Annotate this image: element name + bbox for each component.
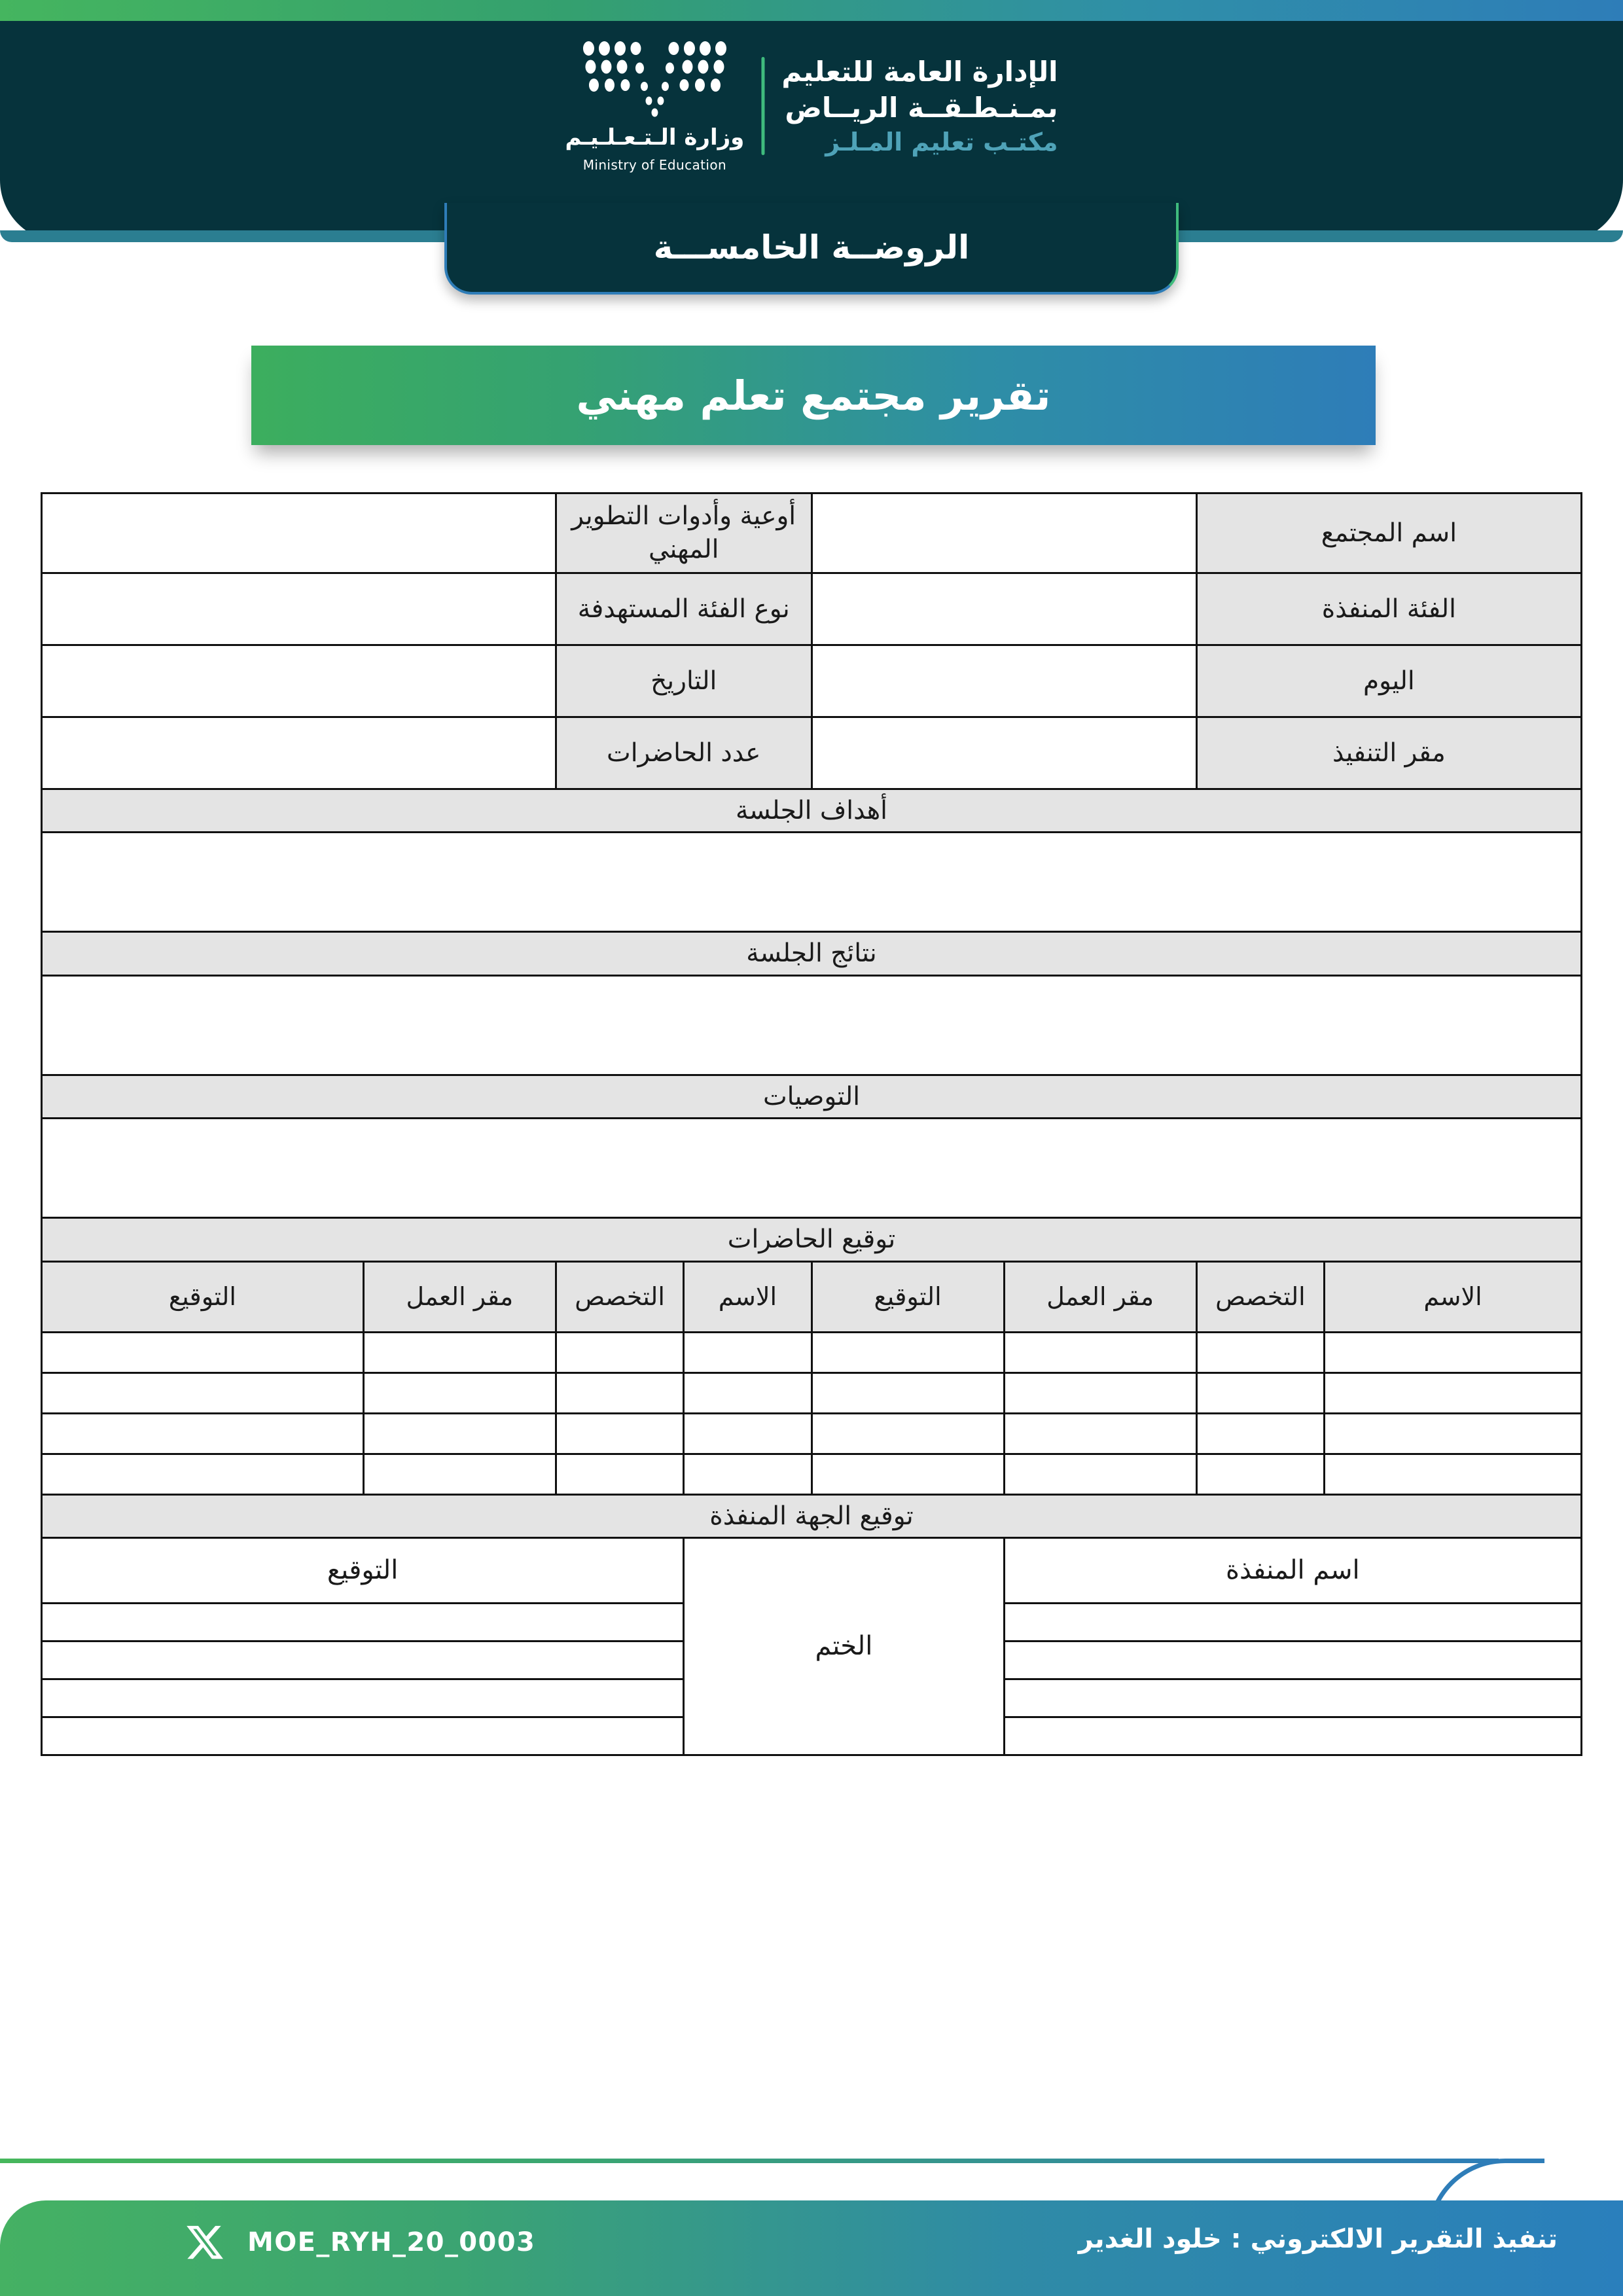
attendance-col-name-1: الاسم [1325,1261,1582,1332]
section-heading-row [42,1494,1582,1537]
info-value-left-2[interactable] [42,645,556,717]
executor-header-row [42,1538,1582,1604]
executor-col-signature: التوقيع [42,1538,684,1604]
attendance-cell[interactable] [812,1413,1004,1454]
info-label-left-1: نوع الفئة المستهدفة [556,573,812,645]
attendance-cell[interactable] [363,1332,556,1372]
section-heading-row [42,1075,1582,1118]
logo-divider [761,57,764,155]
attendance-col-specialty-2: التخصص [556,1261,683,1332]
info-row [42,645,1582,717]
attendance-col-specialty-1: التخصص [1196,1261,1324,1332]
attendance-cell[interactable] [1196,1413,1324,1454]
info-value-right-1[interactable] [812,573,1196,645]
page-title: تقرير مجتمع تعلم مهني [576,371,1051,420]
attendance-col-name-2: الاسم [684,1261,812,1332]
attendance-cell[interactable] [812,1332,1004,1372]
section-body-row [42,833,1582,932]
attendance-cell[interactable] [684,1332,812,1372]
executor-signature-cell[interactable] [42,1717,684,1755]
section-heading-results: نتائج الجلسة [42,932,1582,975]
palm-dots-icon [579,39,730,118]
section-heading-attendance: توقيع الحاضرات [42,1218,1582,1261]
executor-name-cell[interactable] [1004,1641,1581,1679]
info-label-right-3: مقر التنفيذ [1196,717,1581,789]
info-value-left-3[interactable] [42,717,556,789]
executor-name-cell[interactable] [1004,1604,1581,1641]
footer-credit: تنفيذ التقرير الالكتروني : خلود الغدير [1078,2224,1558,2254]
attendance-cell[interactable] [1004,1413,1196,1454]
attendance-cell[interactable] [1325,1332,1582,1372]
footer-hairline [0,2159,1499,2163]
section-body-objectives[interactable] [42,833,1582,932]
info-label-left-0: أوعية وأدوات التطوير المهني [556,493,812,573]
section-body-row [42,1119,1582,1218]
section-heading-row [42,1218,1582,1261]
section-heading-row [42,932,1582,975]
section-body-row [42,975,1582,1075]
attendance-cell[interactable] [1325,1413,1582,1454]
footer-social-group [185,2222,535,2263]
executor-col-name: اسم المنفذة [1004,1538,1581,1604]
attendance-cell[interactable] [363,1454,556,1494]
attendance-cell[interactable] [1325,1372,1582,1413]
attendance-cell[interactable] [42,1454,364,1494]
moe-emblem [565,39,744,173]
table-row [42,1413,1582,1454]
report-title-banner [251,346,1376,445]
attendance-header-row [42,1261,1582,1332]
info-value-right-3[interactable] [812,717,1196,789]
section-heading-objectives: أهداف الجلسة [42,789,1582,832]
attendance-cell[interactable] [1196,1454,1324,1494]
info-row [42,717,1582,789]
attendance-cell[interactable] [42,1413,364,1454]
education-administration-text [781,56,1058,156]
attendance-cell[interactable] [684,1372,812,1413]
attendance-cell[interactable] [1196,1372,1324,1413]
attendance-cell[interactable] [684,1413,812,1454]
info-label-right-2: اليوم [1196,645,1581,717]
executor-stamp-cell[interactable]: الختم [684,1538,1004,1755]
attendance-cell[interactable] [812,1372,1004,1413]
info-row [42,573,1582,645]
attendance-cell[interactable] [1196,1332,1324,1372]
attendance-cell[interactable] [1325,1454,1582,1494]
attendance-cell[interactable] [812,1454,1004,1494]
admin-line-3-office: مكتـب تعليم المـلـز [825,128,1058,156]
executor-signature-cell[interactable] [42,1641,684,1679]
section-heading-executor-signature: توقيع الجهة المنفذة [42,1494,1582,1537]
attendance-cell[interactable] [42,1332,364,1372]
x-twitter-icon[interactable] [185,2222,225,2263]
executor-name-cell[interactable] [1004,1679,1581,1717]
top-gradient-strip [0,0,1623,21]
footer-document-code: MOE_RYH_20_0003 [247,2227,536,2257]
attendance-col-signature-2: التوقيع [42,1261,364,1332]
attendance-cell[interactable] [42,1372,364,1413]
attendance-cell[interactable] [1004,1372,1196,1413]
info-label-left-3: عدد الحاضرات [556,717,812,789]
attendance-cell[interactable] [684,1454,812,1494]
attendance-col-workplace-1: مقر العمل [1004,1261,1196,1332]
attendance-cell[interactable] [363,1372,556,1413]
info-label-right-0: اسم المجتمع [1196,493,1581,573]
info-value-left-1[interactable] [42,573,556,645]
section-body-results[interactable] [42,975,1582,1075]
admin-line-2: بمـنـطـقــة الريــاض [785,92,1058,124]
table-row [42,1372,1582,1413]
attendance-col-signature-1: التوقيع [812,1261,1004,1332]
attendance-cell[interactable] [556,1454,683,1494]
report-form-table [41,492,1582,1756]
info-row [42,493,1582,573]
attendance-cell[interactable] [556,1413,683,1454]
admin-line-1: الإدارة العامة للتعليم [781,56,1058,88]
info-value-left-0[interactable] [42,493,556,573]
executor-signature-cell[interactable] [42,1679,684,1717]
section-heading-recommendations: التوصيات [42,1075,1582,1118]
ministry-name-arabic: وزارة الـتـعـلـيـم [565,124,745,151]
attendance-cell[interactable] [363,1413,556,1454]
info-value-right-2[interactable] [812,645,1196,717]
table-row [42,1332,1582,1372]
attendance-cell[interactable] [556,1332,683,1372]
section-body-recommendations[interactable] [42,1119,1582,1218]
executor-name-cell[interactable] [1004,1717,1581,1755]
info-label-right-1: الفئة المنفذة [1196,573,1581,645]
table-row [42,1454,1582,1494]
executor-signature-cell[interactable] [42,1604,684,1641]
school-name-tab [444,203,1179,295]
info-value-right-0[interactable] [812,493,1196,573]
attendance-cell[interactable] [556,1372,683,1413]
attendance-cell[interactable] [1004,1332,1196,1372]
section-heading-row [42,789,1582,832]
school-name-label: الروضــة الخامســـة [653,228,970,266]
ministry-logo-lockup [565,39,1058,173]
attendance-cell[interactable] [1004,1454,1196,1494]
info-label-left-2: التاريخ [556,645,812,717]
attendance-col-workplace-2: مقر العمل [363,1261,556,1332]
ministry-name-english: Ministry of Education [582,157,727,173]
